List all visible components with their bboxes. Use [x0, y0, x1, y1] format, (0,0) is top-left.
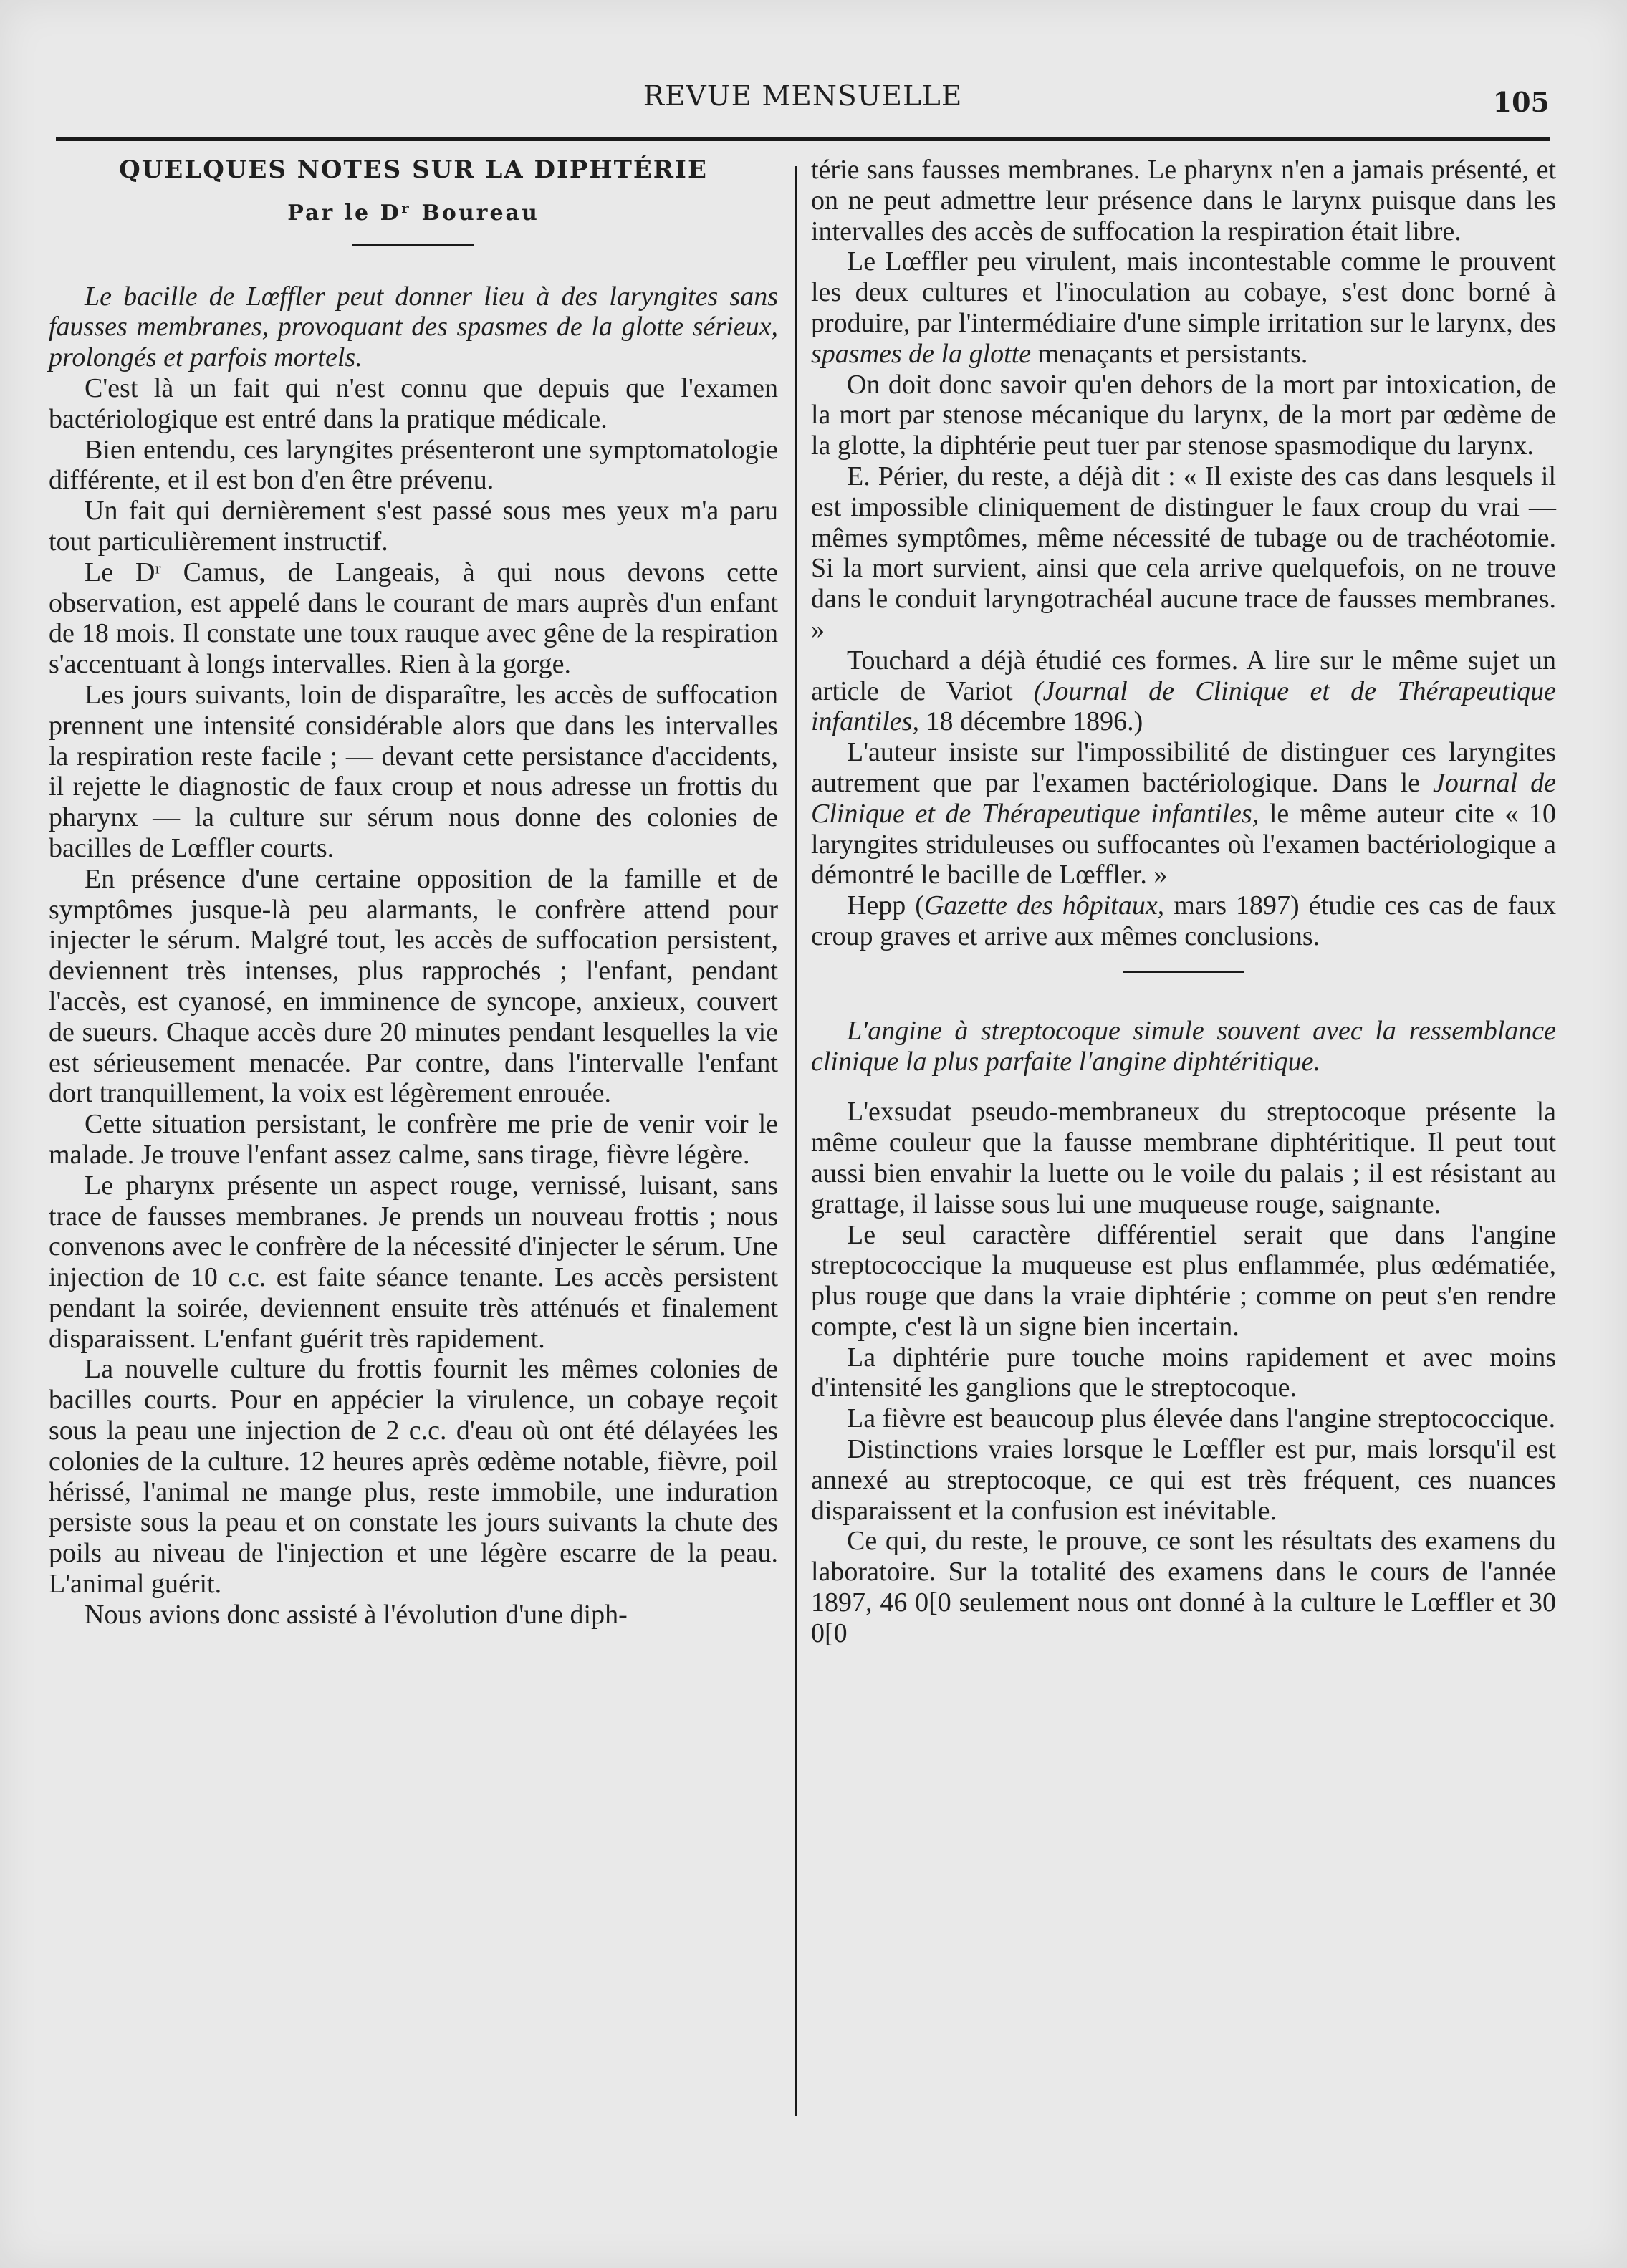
column-divider	[795, 166, 797, 2116]
text-span: 18 décembre 1896.)	[918, 706, 1143, 737]
paragraph: L'exsudat pseudo-membraneux du streptocoque présente la même couleur que la fausse membrane diphtéritique. Il peut tout aussi bien envahir la luette ou le voile du palais ; il est résistant au grattage, il laisse sous lui une muqueuse rouge, saignante.	[811, 1097, 1556, 1219]
text-span: Touchard a déjà étudié ces formes. A lire sur le même sujet un article de Variot	[811, 645, 1556, 706]
paragraph: Distinctions vraies lorsque le Lœffler est pur, mais lorsqu'il est annexé au streptocoque, ce qui est très fréquent, ces nuances disparaissent et la confusion est inévitable.	[811, 1434, 1556, 1526]
italic-citation: Gazette des hôpitaux,	[923, 890, 1165, 921]
paragraph-continued: térie sans fausses membranes. Le pharynx n'en a jamais présenté, et on ne peut admettre leur présence dans le larynx puisque dans les intervalles des accès de suffocation la respiration était libre.	[811, 155, 1556, 246]
running-title: REVUE MENSUELLE	[643, 80, 963, 112]
paragraph	[811, 246, 1556, 369]
paragraph: C'est là un fait qui n'est connu que depuis que l'examen bactériologique est entré dans la pratique médicale.	[49, 373, 778, 434]
article-lead: Le bacille de Lœffler peut donner lieu à des laryngites sans fausses membranes, provoquant des spasmes de la glotte sérieux, prolongés et parfois mortels.	[49, 281, 778, 373]
page-header	[56, 80, 1550, 130]
paragraph: Bien entendu, ces laryngites présenteront une symptomatologie différente, et il est bon d'en être prévenu.	[49, 434, 778, 496]
paragraph: Les jours suivants, loin de disparaître, les accès de suffocation prennent une intensité considérable alors que dans les intervalles la respiration reste facile ; — devant cette persistance d'accidents, il rejette le diagnostic de faux croup et nous adresse un frottis du pharynx — la culture sur sérum nous donne des colonies de bacilles de Lœffler courts.	[49, 679, 778, 863]
paragraph: La diphtérie pure touche moins rapidement et avec moins d'intensité les ganglions que le streptocoque.	[811, 1342, 1556, 1403]
paragraph: La fièvre est beaucoup plus élevée dans l'angine streptococcique.	[847, 1403, 1556, 1434]
paragraph	[811, 890, 1556, 952]
paragraph: Nous avions donc assisté à l'évolution d'une diph-	[85, 1599, 628, 1630]
section-lead: L'angine à streptocoque simule souvent avec la ressemblance clinique la plus parfaite l'angine diphtéritique.	[811, 1015, 1556, 1077]
paragraph	[811, 645, 1556, 737]
paragraph: Cette situation persistant, le confrère me prie de venir voir le malade. Je trouve l'enfant assez calme, sans tirage, fièvre légère.	[49, 1109, 778, 1170]
paragraph	[811, 737, 1556, 890]
italic-citation: Journal de Clinique et de Thérapeutique infantiles,	[811, 767, 1557, 829]
paragraph: La nouvelle culture du frottis fournit les mêmes colonies de bacilles courts. Pour en appécier la virulence, un cobaye reçoit sous la peau une injection de 2 c.c. d'eau où ont été délayées les colonies de la culture. 12 heures après œdème notable, fièvre, poil hérissé, l'animal ne mange plus, reste immobile, une induration persiste sous la peau et on constate les jours suivants la chute des poils au niveau de l'injection et une légère escarre de la peau. L'animal guérit.	[49, 1354, 778, 1600]
paragraph: On doit donc savoir qu'en dehors de la mort par intoxication, de la mort par stenose mécanique du larynx, de la mort par œdème de la glotte, la diphtérie peut tuer par stenose spasmodique du larynx.	[811, 369, 1556, 461]
paragraph: E. Périer, du reste, a déjà dit : « Il existe des cas dans lesquels il est impossible cliniquement de distinguer le faux croup du vrai — mêmes symptômes, même nécessité de tubage ou de trachéotomie. Si la mort survient, ainsi que cela arrive quelquefois, on ne trouve dans le conduit laryngotrachéal aucune trace de fausses membranes. »	[811, 461, 1556, 645]
text-span: Hepp (	[847, 890, 924, 921]
paragraph: Le Dʳ Camus, de Langeais, à qui nous devons cette observation, est appelé dans le courant de mars auprès d'un enfant de 18 mois. Il constate une toux rauque avec gêne de la respiration s'accentuant à longs intervalles. Rien à la gorge.	[49, 557, 778, 680]
paragraph: En présence d'une certaine opposition de la famille et de symptômes jusque-là peu alarmants, le confrère attend pour injecter le sérum. Malgré tout, les accès de suffocation persistent, deviennent très intenses, plus rapprochés ; l'enfant, pendant l'accès, est cyanosé, en imminence de syncope, anxieux, couvert de sueurs. Chaque accès dure 20 minutes pendant lesquelles la vie est sérieusement menacée. Par contre, dans l'intervalle l'enfant dort tranquillement, la voix est légèrement enrouée.	[49, 863, 778, 1109]
paragraph: Le seul caractère différentiel serait que dans l'angine streptococcique la muqueuse est plus enflammée, plus œdématiée, plus rouge que dans la vraie diphtérie ; comme on peut s'en rendre compte, c'est là un signe bien incertain.	[811, 1219, 1556, 1342]
text-span: menaçants et persistants.	[1031, 338, 1308, 369]
spacer	[811, 1077, 1556, 1097]
page-number: 105	[1492, 86, 1550, 118]
header-rule	[56, 137, 1550, 141]
title-rule	[352, 244, 474, 246]
text-span: mars 1897) étudie ces cas de faux croup graves et arrive aux mêmes conclusions.	[811, 890, 1556, 951]
paragraph: Un fait qui dernièrement s'est passé sous mes yeux m'a paru tout particulièrement instructif.	[49, 496, 778, 557]
article-byline: Par le Dʳ Boureau	[287, 200, 539, 226]
text-span: Le Lœffler peu virulent, mais incontestable comme le prouvent les deux cultures et l'inoculation au cobaye, s'est donc borné à produire, par l'intermédiaire d'une simple irritation sur le larynx, des	[811, 246, 1556, 338]
paragraph: Ce qui, du reste, le prouve, ce sont les résultats des examens du laboratoire. Sur la totalité des examens dans le cours de l'année 1897, 46 0[0 seulement nous ont donné à la culture le Lœffler et 30 0[0	[811, 1526, 1556, 1648]
article-title: QUELQUES NOTES SUR LA DIPHTÉRIE	[119, 155, 708, 184]
text-span: le même auteur cite « 10 laryngites striduleuses ou suffocantes où l'examen bactériologique a démontré le bacille de Lœffler. »	[811, 798, 1556, 890]
text-span: L'auteur insiste sur l'impossibilité de distinguer ces laryngites autrement que par l'examen bactériologique. Dans le	[811, 737, 1556, 798]
section-rule	[1123, 971, 1244, 973]
italic-term: spasmes de la glotte	[811, 338, 1032, 369]
left-column	[49, 155, 778, 1630]
italic-citation: (Journal de Clinique et de Thérapeutique infantiles,	[811, 676, 1556, 737]
right-column	[811, 155, 1556, 1649]
paragraph: Le pharynx présente un aspect rouge, vernissé, luisant, sans trace de fausses membranes. Je prends un nouveau frottis ; nous convenons avec le confrère de la nécessité d'injecter le sérum. Une injection de 10 c.c. est faite séance tenante. Les accès persistent pendant la soirée, deviennent ensuite très atténués et finalement disparaissent. L'enfant guérit très rapidement.	[49, 1170, 778, 1354]
